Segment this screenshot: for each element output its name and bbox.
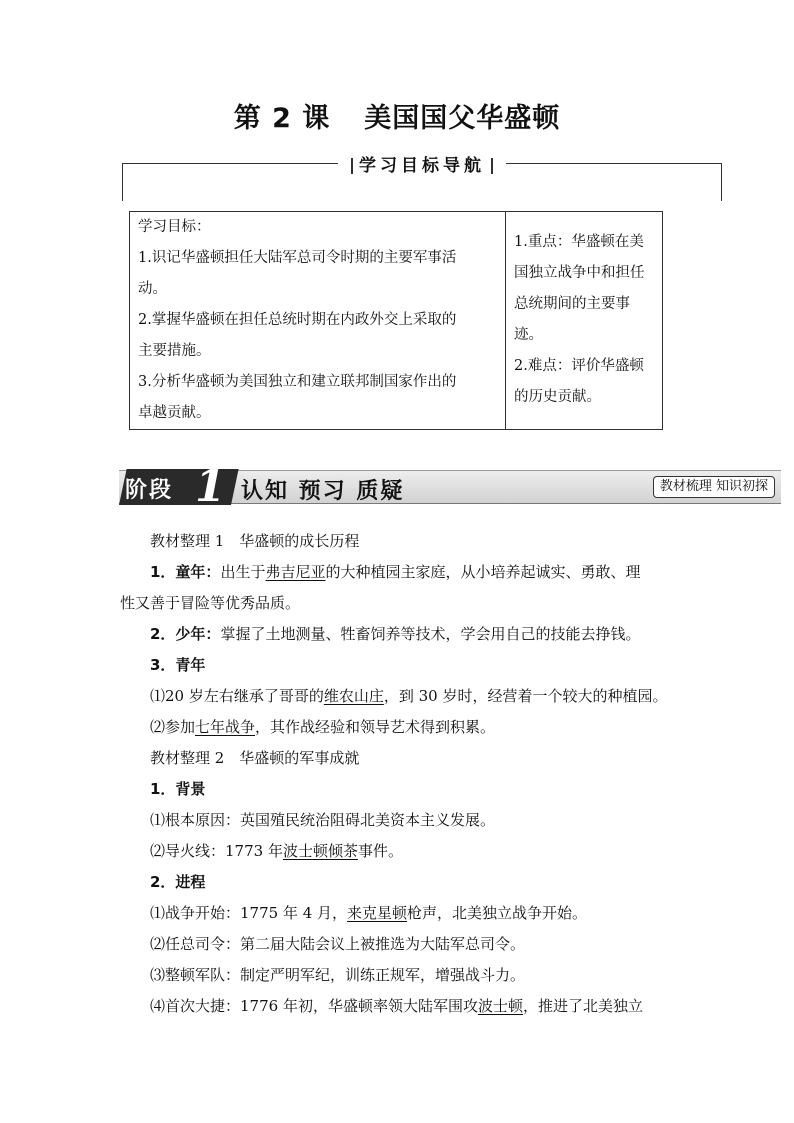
text-span: 的大种植园主家庭，从小培养起诚实、勇敢、理: [325, 563, 641, 581]
text-span: 出生于: [220, 563, 266, 581]
learning-goals-heading: [338, 151, 506, 176]
item-label: 2．少年：: [150, 625, 221, 643]
focus-line: 2.难点：评价华盛顿: [514, 358, 644, 374]
focus-line: 国独立战争中和担任: [514, 265, 645, 281]
paragraph: [120, 774, 680, 805]
focus-line: 1.重点：华盛顿在美: [514, 234, 644, 250]
text-span: ，到 30 岁时，经营着一个较大的种植园。: [383, 687, 668, 705]
paragraph: [120, 650, 680, 681]
objectives-heading: 学习目标：: [138, 219, 211, 235]
heading-bar-left: [351, 158, 353, 174]
key-term: 波士顿倾茶: [282, 842, 358, 860]
objectives-focus-cell: [506, 212, 662, 429]
paragraph: [120, 557, 680, 588]
frame-tick-right: [721, 163, 722, 201]
text-span: ⑵导火线：1773 年: [150, 842, 283, 860]
page-title: [0, 96, 794, 135]
learning-goals-frame: [122, 156, 722, 201]
text-span: ，推进了北美独立: [522, 997, 643, 1015]
objective-line: 1.识记华盛顿担任大陆军总司令时期的主要军事活: [138, 250, 457, 266]
lesson-content: [120, 526, 680, 1022]
key-term: 七年战争: [195, 718, 256, 736]
focus-line: 迹。: [514, 327, 543, 343]
paragraph: [120, 619, 680, 650]
phase-number: 1: [195, 461, 226, 512]
key-term: 来克星顿: [347, 904, 408, 922]
paragraph: ⑵任总司令：第二届大陆会议上被推选为大陆军总司令。: [150, 935, 526, 953]
objective-line: 卓越贡献。: [138, 405, 211, 421]
paragraph: [120, 712, 680, 743]
section-title: 教材整理 2 华盛顿的军事成就: [150, 749, 360, 767]
objective-line: 2.掌握华盛顿在担任总统时期在内政外交上采取的: [138, 312, 457, 328]
text-span: 枪声，北美独立战争开始。: [407, 904, 588, 922]
text-span: ，其作战经验和领导艺术得到积累。: [255, 718, 496, 736]
key-term: 维农山庄: [323, 687, 384, 705]
phase-title: 认知 预习 质疑: [241, 479, 405, 504]
paragraph: ⑴根本原因：英国殖民统治阻碍北美资本主义发展。: [150, 811, 496, 829]
objectives-table: [129, 211, 663, 430]
phase-note: 教材梳理 知识初探: [653, 476, 775, 498]
paragraph: [120, 898, 680, 929]
paragraph: ⑶整顿军队：制定严明军纪，训练正规军，增强战斗力。: [150, 966, 526, 984]
lesson-number: 第 2 课: [233, 103, 331, 134]
text-span: ⑴20 岁左右继承了哥哥的: [150, 687, 324, 705]
objective-line: 主要措施。: [138, 343, 211, 359]
objectives-goals-cell: [130, 212, 506, 429]
frame-line-left: [122, 163, 338, 164]
text-span: ⑴战争开始：1775 年 4 月，: [150, 904, 348, 922]
heading-bar-right: [491, 158, 493, 174]
text-span: 事件。: [357, 842, 403, 860]
key-term: 波士顿: [477, 997, 523, 1015]
text-span: 掌握了土地测量、牲畜饲养等技术，学会用自己的技能去挣钱。: [220, 625, 641, 643]
text-span: ⑵参加: [150, 718, 196, 736]
focus-line: 的历史贡献。: [514, 389, 601, 405]
text-span: ⑷首次大捷：1776 年初，华盛顿率领大陆军围攻: [150, 997, 478, 1015]
objective-line: 3.分析华盛顿为美国独立和建立联邦制国家作出的: [138, 374, 457, 390]
item-label: 3．青年: [150, 656, 206, 674]
lesson-title: 美国国父华盛顿: [364, 103, 561, 134]
paragraph: [120, 991, 680, 1022]
item-label: 2．进程: [150, 873, 206, 891]
phase-word: 阶段: [125, 478, 174, 503]
paragraph: [120, 867, 680, 898]
item-label: 1．背景: [150, 780, 206, 798]
frame-tick-left: [122, 163, 123, 201]
paragraph: [120, 681, 680, 712]
key-term: 弗吉尼亚: [265, 563, 326, 581]
phase-banner: [119, 461, 781, 512]
section-title: 教材整理 1 华盛顿的成长历程: [150, 532, 360, 550]
objective-line: 动。: [138, 281, 167, 297]
paragraph: 性又善于冒险等优秀品质。: [120, 594, 301, 612]
focus-line: 总统期间的主要事: [514, 296, 630, 312]
paragraph: [120, 836, 680, 867]
item-label: 1．童年：: [150, 563, 221, 581]
learning-goals-label: 学习目标导航: [359, 156, 485, 176]
frame-line-right: [506, 163, 722, 164]
